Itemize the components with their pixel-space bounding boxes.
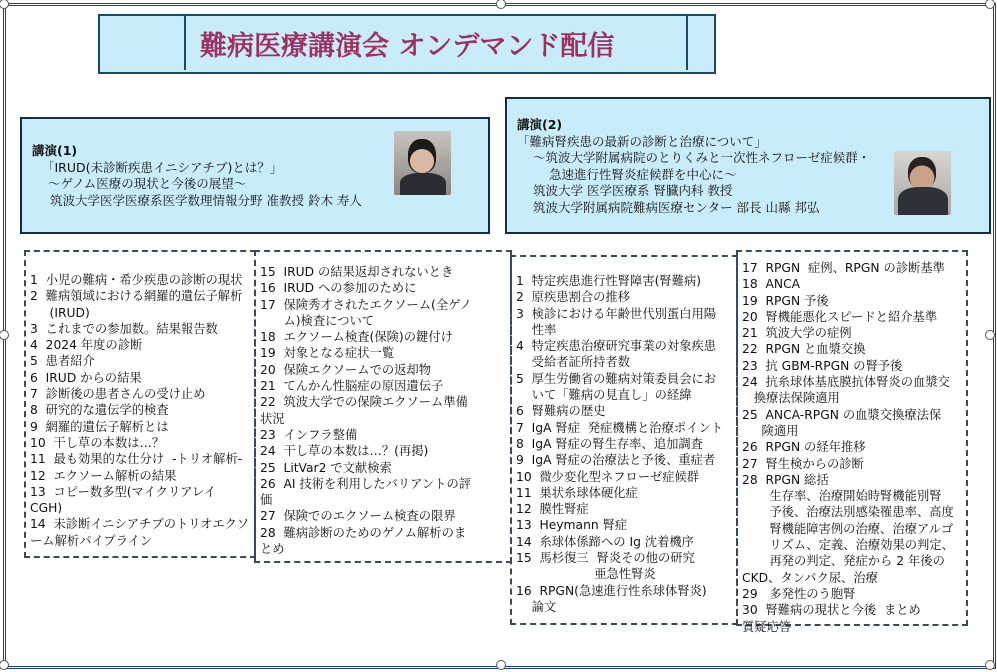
toc-item: 論文 bbox=[516, 599, 557, 614]
lecture1-toc-part2 bbox=[254, 250, 512, 563]
toc-item: 15 IRUD の結果返却されないとき bbox=[260, 265, 454, 279]
toc-item: 2 原疾患割合の推移 bbox=[516, 290, 631, 305]
toc-item: 1 特定疾患進行性腎障害(腎難病) bbox=[516, 274, 702, 288]
toc-item: 25 ANCA-RPGN の血漿交換療法保 bbox=[742, 407, 942, 422]
lecture2-heading: 講演(2) bbox=[517, 117, 563, 132]
toc-item: 12 膜性腎症 bbox=[516, 502, 589, 517]
toc-item: 14 未診断イニシアチブのトリオエクソ bbox=[30, 517, 250, 532]
speaker1-photo bbox=[394, 131, 451, 195]
toc-item: ム)検査について bbox=[260, 313, 375, 328]
toc-item: 9 IgA 腎症の治療法と予後、重症者 bbox=[516, 453, 716, 468]
toc-item: 7 診断後の患者さんの受け止め bbox=[30, 387, 206, 402]
toc-item: 22 筑波大学での保険エクソーム準備 bbox=[260, 395, 468, 410]
toc-item: 26 AI 技術を利用したバリアントの評 bbox=[260, 476, 472, 491]
toc-item: 11 最も効果的な仕分け -トリオ解析- bbox=[30, 452, 243, 467]
toc-item: 2 難病領域における網羅的遺伝子解析 bbox=[30, 289, 243, 304]
toc-item: 4 2024 年度の診断 bbox=[30, 338, 143, 353]
toc-item: (IRUD) bbox=[30, 305, 90, 320]
speaker2-photo bbox=[894, 151, 951, 215]
toc-item: 質疑応答 bbox=[742, 619, 792, 634]
resize-handle-right[interactable] bbox=[985, 330, 995, 340]
toc-item: 17 RPGN 症例、RPGN の診断基準 bbox=[742, 261, 945, 275]
resize-handle-bottom-right[interactable] bbox=[985, 660, 995, 670]
toc-item: 28 RPGN 総括 bbox=[742, 472, 829, 487]
toc-item: 25 LitVar2 で文献検索 bbox=[260, 460, 392, 475]
toc-item: 24 抗糸球体基底膜抗体腎炎の血漿交 bbox=[742, 375, 950, 390]
title-cell bbox=[184, 14, 688, 70]
toc-item: 13 Heymann 腎症 bbox=[516, 518, 628, 533]
toc-item: 予後、治療法別感染罹患率、高度 bbox=[742, 505, 954, 520]
toc-item: 21 てんかん性脳症の原因遺伝子 bbox=[260, 379, 444, 394]
toc-item: 生存率、治療開始時腎機能別腎 bbox=[742, 489, 942, 504]
toc-item: 1 小児の難病・希少疾患の診断の現状 bbox=[30, 273, 243, 287]
resize-handle-bottom[interactable] bbox=[496, 660, 506, 670]
toc-item: 7 IgA 腎症 発症機構と治療ポイント bbox=[516, 420, 724, 435]
toc-item: リズム、定義、治療効果の判定、 bbox=[742, 538, 954, 553]
toc-item: 19 RPGN 予後 bbox=[742, 293, 829, 308]
toc-item: 18 エクソーム検査(保険)の鍵付け bbox=[260, 330, 453, 345]
lecture1-box bbox=[20, 117, 490, 234]
lecture1-title: 「IRUD(未診断疾患イニシアチブ)とは？」 bbox=[42, 159, 283, 175]
toc-item: 再発の判定、発症から 2 年後の bbox=[742, 554, 945, 569]
toc-item: CGH) bbox=[30, 501, 63, 516]
toc-item: 30 腎難病の現状と今後 まとめ bbox=[742, 603, 921, 618]
toc-item: 8 研究的な遺伝学的検査 bbox=[30, 403, 169, 418]
toc-item: 8 IgA 腎症の腎生存率、追加調査 bbox=[516, 436, 703, 451]
toc-item: 5 厚生労働省の難病対策委員会にお bbox=[516, 371, 717, 386]
toc-item: 24 干し草の本数は…？(再掲) bbox=[260, 444, 429, 459]
toc-item: 18 ANCA bbox=[742, 277, 801, 292]
lecture2-toc-part2 bbox=[736, 250, 968, 634]
toc-item: 22 RPGN と血漿交換 bbox=[742, 342, 866, 357]
toc-item: 27 保険でのエクソーム検査の限界 bbox=[260, 509, 456, 524]
lecture2-subtitle-1: ～筑波大学附属病院のとりくみと一次性ネフローゼ症候群・ bbox=[533, 150, 871, 165]
toc-item: 17 保険秀才されたエクソーム(全ゲノ bbox=[260, 297, 472, 312]
lecture1-heading: 講演(1) bbox=[32, 143, 78, 158]
toc-item: 12 エクソーム解析の結果 bbox=[30, 468, 177, 483]
toc-item: 10 干し草の本数は…？ bbox=[30, 435, 165, 450]
toc-item: 9 網羅的遺伝子解析とは bbox=[30, 419, 169, 434]
toc-item: 3 検診における年齢世代別蛋白用陽 bbox=[516, 306, 717, 321]
toc-item: 23 抗 GBM-RPGN の腎予後 bbox=[742, 358, 903, 373]
toc-item: 26 RPGN の経年推移 bbox=[742, 440, 866, 455]
lecture1-toc-part1 bbox=[24, 250, 256, 558]
toc-item: 状況 bbox=[260, 411, 285, 426]
toc-item: いて「難病の見直し」の経緯 bbox=[516, 388, 692, 403]
toc-item: 6 腎難病の歴史 bbox=[516, 404, 606, 419]
toc-item: 険適用 bbox=[742, 423, 799, 438]
toc-item: CKD、タンパク尿、治療 bbox=[742, 570, 878, 585]
lecture1-subtitle: ～ゲノム医療の現状と今後の展望～ bbox=[48, 176, 247, 191]
toc-item: 13 コピー数多型(マイクリアレイ bbox=[30, 484, 217, 499]
toc-item: 価 bbox=[260, 493, 273, 508]
toc-item: 10 微少変化型ネフローゼ症候群 bbox=[516, 469, 700, 484]
toc-item: 28 難病診断のためのゲノム解析のま bbox=[260, 525, 467, 540]
page-title: 難病医療講演会 オンデマンド配信 bbox=[200, 31, 615, 62]
toc-item: 27 腎生検からの診断 bbox=[742, 456, 864, 471]
toc-item: 20 腎機能悪化スピードと紹介基準 bbox=[742, 309, 938, 324]
toc-item: 5 患者紹介 bbox=[30, 354, 95, 369]
toc-item: 4 特定疾患治療研究事業の対象疾患 bbox=[516, 339, 717, 354]
toc-item: 21 筑波大学の症例 bbox=[742, 326, 852, 341]
toc-item: 16 RPGN(急速進行性糸球体腎炎) bbox=[516, 583, 707, 598]
lecture2-affiliation-2: 筑波大学附属病院難病医療センター 部長 山縣 邦弘 bbox=[533, 199, 820, 215]
toc-item: 性率 bbox=[516, 322, 557, 337]
toc-item: 亜急性腎炎 bbox=[516, 567, 656, 582]
toc-item: 3 これまでの参加数。結果報告数 bbox=[30, 321, 218, 336]
title-banner bbox=[98, 14, 716, 74]
lecture2-toc-part1 bbox=[510, 255, 738, 625]
toc-item: 29 多発性のう胞腎 bbox=[742, 586, 856, 601]
toc-item: ーム解析パイプライン bbox=[30, 533, 153, 548]
lecture2-affiliation-1: 筑波大学 医学医療系 腎臓内科 教授 bbox=[533, 183, 733, 198]
lecture2-subtitle-2: 急速進行性腎炎症候群を中心に～ bbox=[549, 166, 737, 182]
toc-item: 16 IRUD への参加のために bbox=[260, 281, 417, 296]
toc-item: 15 馬杉復三 腎炎その他の研究 bbox=[516, 551, 695, 566]
toc-item: 20 保険エクソームでの返却物 bbox=[260, 362, 432, 377]
toc-item: 19 対象となる症状一覧 bbox=[260, 346, 395, 361]
toc-item: とめ bbox=[260, 542, 285, 557]
lecture2-box bbox=[505, 97, 991, 234]
lecture1-speaker: 筑波大学医学医療系医学数理情報分野 准教授 鈴木 寿人 bbox=[50, 192, 362, 208]
toc-item: 6 IRUD からの結果 bbox=[30, 370, 142, 385]
toc-item: 受給者証所持者数 bbox=[516, 355, 631, 370]
toc-item: 腎機能障害例の治療、治療アルゴ bbox=[742, 521, 954, 536]
toc-item: 換療法保険適用 bbox=[742, 391, 840, 406]
toc-item: 14 糸球体係蹄への Ig 沈着機序 bbox=[516, 534, 694, 549]
toc-item: 11 巣状糸球体硬化症 bbox=[516, 485, 638, 500]
lecture2-title: 「難病腎疾患の最新の診断と治療について」 bbox=[517, 133, 767, 149]
toc-item: 23 インフラ整備 bbox=[260, 427, 358, 442]
